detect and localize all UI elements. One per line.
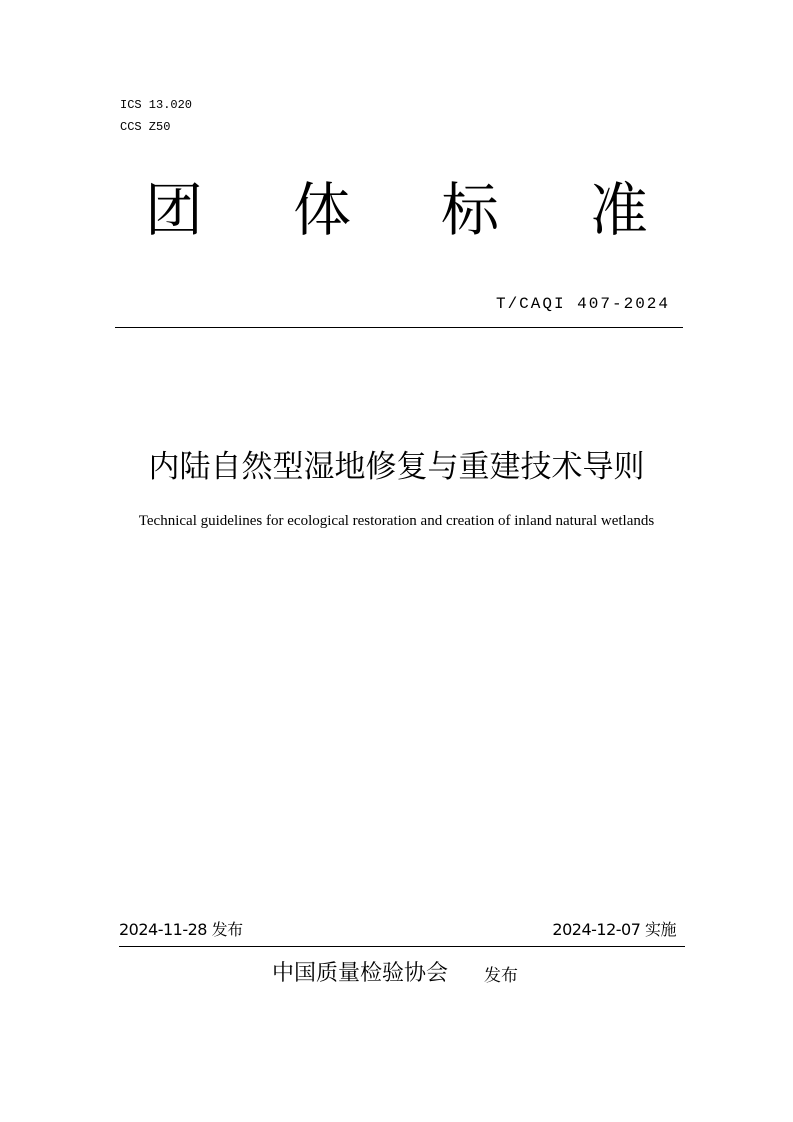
header-divider [115,327,683,328]
ics-code: ICS 13.020 [120,98,193,112]
ccs-code: CCS Z50 [120,120,171,134]
standard-type-char: 团 [145,176,204,244]
standard-type-char: 准 [590,176,649,244]
standard-code: T/CAQI 407-2024 [495,295,670,313]
title-chinese: 内陆自然型湿地修复与重建技术导则 [148,449,645,485]
publisher-action: 发布 [484,966,518,986]
effective-date: 2024-12-07 实施 [552,920,676,939]
footer-divider [119,946,685,947]
issue-date: 2024-11-28 发布 [119,920,243,939]
standard-type-char: 标 [441,176,500,244]
publisher-name: 中国质量检验协会 [272,961,449,986]
standard-type-char: 体 [293,176,352,244]
title-english: Technical guidelines for ecological restoration and creation of inland natural wetlands [138,513,655,529]
